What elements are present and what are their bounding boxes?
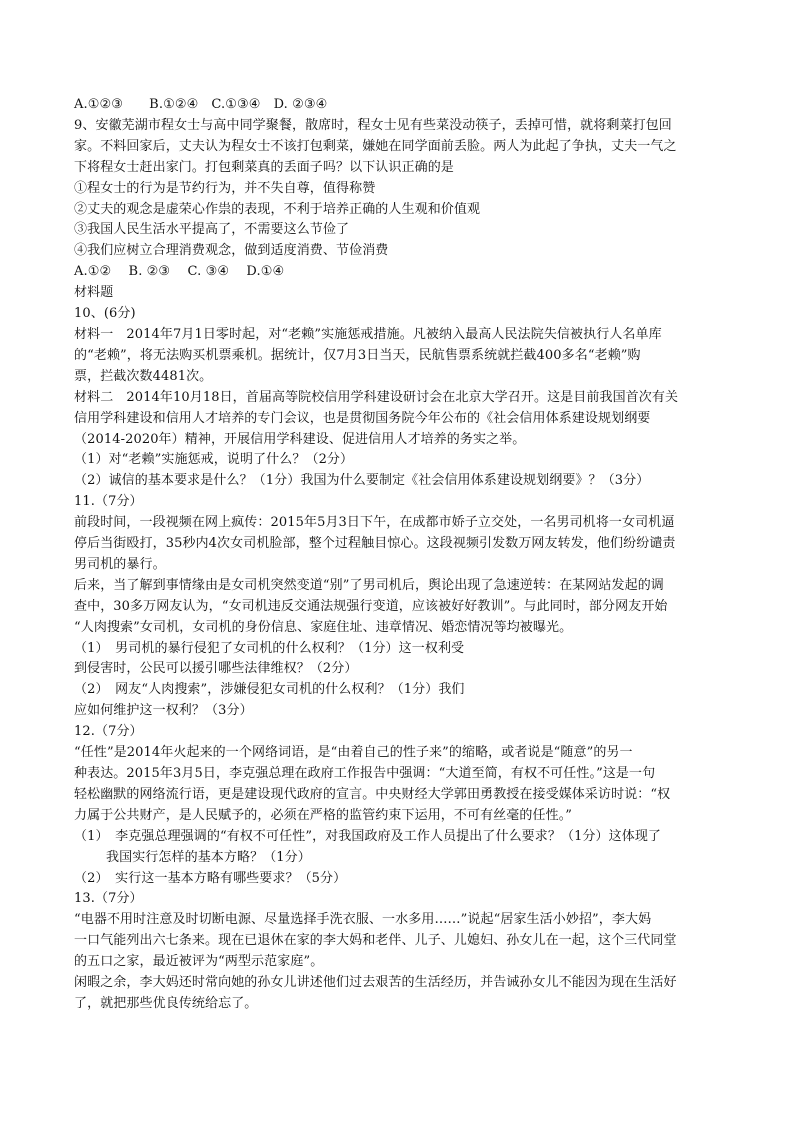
q9-item-3: ③我国人民生活水平提高了，不需要这么节俭了 xyxy=(74,222,350,238)
q9-stem-line-3: 下将程女士赶出家门。打包剩菜真的丢面子吗？以下认识正确的是 xyxy=(74,159,454,175)
q13-text-line-1: “电器不用时注意及时切断电源、尽量选择手洗衣服、一水多用……”说起“居家生活小妙招”，李大妈 xyxy=(74,912,652,928)
q10-material-1-line-1: 材料一 2014年7月1日零时起，对“老赖”实施惩戒措施。凡被纳入最高人民法院失信被执行人名单库 xyxy=(74,326,662,342)
q11-heading: 11.（7分） xyxy=(74,494,143,510)
q12-heading: 12.（7分） xyxy=(74,724,143,740)
q11-text-line-6: “人肉搜索”女司机，女司机的身份信息、家庭住址、违章情况、婚恋情况等均被曝光。 xyxy=(74,619,573,635)
q13-text-line-5: 了，就把那些优良传统给忘了。 xyxy=(74,995,258,1011)
q10-sub-question-1: （1）对“老赖”实施惩戒，说明了什么？（2分） xyxy=(74,452,354,468)
q9-options: A.①② B. ②③ C. ③④ D.①④ xyxy=(74,264,285,280)
q10-sub-question-2: （2）诚信的基本要求是什么？（1分）我国为什么要制定《社会信用体系建设规划纲要》？（3分） xyxy=(74,473,650,489)
q11-text-line-1: 前段时间，一段视频在网上疯传：2015年5月3日下午，在成都市娇子立交处，一名男司机将一女司机逼 xyxy=(74,515,675,531)
q11-sub-question-2-line-2: 应如何维护这一权利？（3分） xyxy=(74,703,253,719)
q11-text-line-5: 查中，30多万网友认为，“女司机违反交通法规强行变道，应该被好好教训”。与此同时，部分网友开始 xyxy=(74,598,668,614)
q10-material-2-line-3: （2014-2020年）精神，开展信用学科建设、促进信用人才培养的务实之举。 xyxy=(74,431,526,447)
q8-options: A.①②③ B.①②④ C.①③④ D. ②③④ xyxy=(74,97,328,112)
q10-material-2-line-1: 材料二 2014年10月18日，首届高等院校信用学科建设研讨会在北京大学召开。这是目前我国首次有关 xyxy=(74,389,679,405)
q11-sub-question-1-line-1: （1） 男司机的暴行侵犯了女司机的什么权利？（1分）这一权利受 xyxy=(74,640,465,656)
q9-stem-line-2: 家。不料回家后，丈夫认为程女士不该打包剩菜，嫌她在同学面前丢脸。两人为此起了争执，丈夫一气之 xyxy=(74,138,677,154)
q10-heading: 10、(6分) xyxy=(74,306,136,322)
q12-sub-question-1-line-2: 我国实行怎样的基本方略？（1分） xyxy=(106,849,311,865)
q12-sub-question-2: （2） 实行这一基本方略有哪些要求？（5分） xyxy=(74,870,347,886)
q10-material-1-line-2: 的“老赖”，将无法购买机票乘机。据统计，仅7月3日当天，民航售票系统就拦截400多名“老赖”购 xyxy=(74,347,641,363)
q12-text-line-3: 轻松幽默的网络流行语，更是建设现代政府的宣言。中央财经大学郭田勇教授在接受媒体采访时说：“权 xyxy=(74,786,671,802)
section-heading: 材料题 xyxy=(74,285,114,301)
q10-material-2-line-2: 信用学科建设和信用人才培养的专门会议，也是贯彻国务院今年公布的《社会信用体系建设规划纲要 xyxy=(74,410,651,426)
q9-item-4: ④我们应树立合理消费观念，做到适度消费、节俭消费 xyxy=(74,243,389,259)
q11-text-line-4: 后来，当了解到事情缘由是女司机突然变道“别”了男司机后，舆论出现了急速逆转：在某网站发起的调 xyxy=(74,577,664,593)
q9-item-2: ②丈夫的观念是虚荣心作祟的表现，不利于培养正确的人生观和价值观 xyxy=(74,201,481,217)
q11-sub-question-2-line-1: （2） 网友“人肉搜索”，涉嫌侵犯女司机的什么权利？（1分）我们 xyxy=(74,682,465,698)
q13-text-line-4: 闲暇之余，李大妈还时常向她的孙女儿讲述他们过去艰苦的生活经历，并告诫孙女儿不能因为现在生活好 xyxy=(74,975,677,991)
q13-text-line-3: 的五口之家，最近被评为“两型示范家庭”。 xyxy=(74,954,324,970)
q11-text-line-3: 男司机的暴行。 xyxy=(74,556,166,572)
q11-sub-question-1-line-2: 到侵害时，公民可以援引哪些法律维权？（2分） xyxy=(74,661,358,677)
q12-sub-question-1-line-1: （1） 李克强总理强调的“有权不可任性”，对我国政府及工作人员提出了什么要求？（1分）这体现了 xyxy=(74,828,662,844)
q13-text-line-2: 一口气能列出六七条来。现在已退休在家的李大妈和老伴、儿子、儿媳妇、孙女儿在一起，这个三代同堂 xyxy=(74,933,677,949)
document-page xyxy=(74,95,724,1015)
q12-text-line-1: “任性”是2014年火起来的一个网络词语，是“由着自己的性子来”的缩略，或者说是“随意”的另一 xyxy=(74,745,633,761)
q11-text-line-2: 停后当街殴打，35秒内4次女司机脸部，整个过程触目惊心。这段视频引发数万网友转发，他们纷纷谴责 xyxy=(74,536,676,552)
q12-text-line-4: 力属于公共财产，是人民赋予的，必须在严格的监管约束下运用，不可有丝毫的任性。” xyxy=(74,807,573,823)
q13-heading: 13.（7分） xyxy=(74,891,143,907)
q10-material-1-line-3: 票，拦截次数4481次。 xyxy=(74,368,213,384)
q9-stem-line-1: 9、安徽芜湖市程女士与高中同学聚餐，散席时，程女士见有些菜没动筷子，丢掉可惜，就将剩菜打包回 xyxy=(74,117,672,133)
q12-text-line-2: 种表达。2015年3月5日，李克强总理在政府工作报告中强调：“大道至简，有权不可任性。”这是一句 xyxy=(74,766,656,781)
q9-item-1: ①程女士的行为是节约行为，并不失自尊，值得称赞 xyxy=(74,180,376,196)
